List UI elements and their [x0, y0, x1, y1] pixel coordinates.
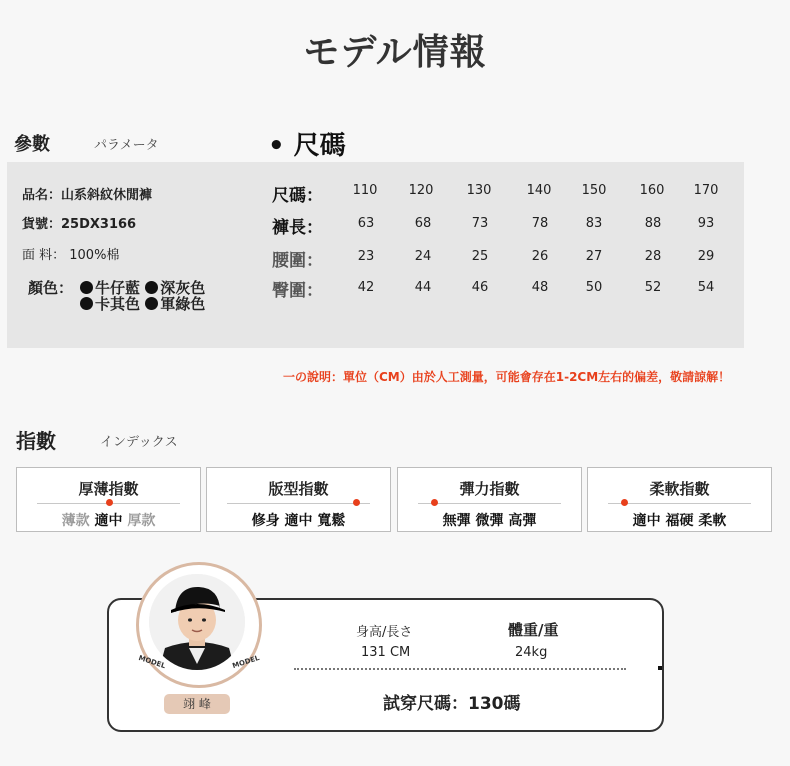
params-subheading: パラメータ	[94, 138, 159, 153]
scale-line	[227, 503, 370, 504]
scale-options	[588, 510, 771, 530]
product-color-label: 顏色：	[28, 279, 74, 297]
scale-option-selected: 適中	[632, 513, 661, 529]
waist-row-label: 腰圍：	[272, 251, 323, 271]
card-title: 柔軟指數	[649, 480, 710, 498]
size-heading: • 尺碼	[268, 131, 346, 161]
elasticity-index-card	[397, 467, 582, 532]
waist-cell: 24	[414, 249, 432, 264]
product-material: 面 料： 100%棉	[22, 248, 120, 263]
hip-cell: 50	[585, 280, 603, 295]
product-item-number: 貨號：25DX3166	[22, 217, 137, 232]
scale-option: 高彈	[508, 513, 537, 529]
hip-cell: 44	[414, 280, 432, 295]
scale-line	[608, 503, 751, 504]
page-title: モデル情報	[303, 32, 487, 73]
waist-cell: 28	[644, 249, 662, 264]
scale-option: 微彈	[475, 513, 504, 529]
scale-option: 柔軟	[698, 513, 727, 529]
measurement-note: 一の說明：單位（CM）由於人工測量，可能會存在1-2CM左右的偏差，敬請諒解！	[283, 370, 731, 384]
model-avatar	[149, 574, 245, 670]
hip-cell: 46	[471, 280, 489, 295]
model-name-badge: 翊 峰	[164, 694, 230, 714]
color-option: 牛仔藍	[95, 279, 141, 297]
model-watermark-left: MODEL	[137, 653, 167, 671]
height-label: 身高/長さ	[356, 625, 413, 640]
length-row-label: 褲長：	[272, 218, 323, 238]
length-cell: 88	[644, 216, 662, 231]
card-title: 版型指數	[268, 480, 329, 498]
scale-option-selected: 寬鬆	[317, 513, 346, 529]
weight-value: 24kg	[515, 645, 548, 660]
size-cell: 170	[693, 183, 719, 198]
color-dot-icon	[145, 297, 158, 310]
scale-marker-icon	[106, 499, 113, 506]
size-row-label: 尺碼：	[272, 186, 323, 206]
card-title: 厚薄指數	[78, 480, 139, 498]
waist-cell: 29	[697, 249, 715, 264]
params-heading: 參數	[14, 134, 50, 155]
scale-option: 福硬	[665, 513, 694, 529]
size-cell: 160	[639, 183, 665, 198]
hip-cell: 54	[697, 280, 715, 295]
hip-cell: 48	[531, 280, 549, 295]
height-value: 131 CM	[361, 645, 411, 660]
color-option: 卡其色	[95, 295, 141, 313]
scale-option-selected: 適中	[94, 513, 123, 529]
color-dot-icon	[80, 297, 93, 310]
index-heading: 指數	[16, 429, 56, 453]
size-cell: 110	[352, 183, 378, 198]
length-cell: 78	[531, 216, 549, 231]
length-cell: 68	[414, 216, 432, 231]
hip-cell: 52	[644, 280, 662, 295]
waist-cell: 27	[585, 249, 603, 264]
index-subheading: インデックス	[100, 435, 178, 450]
size-cell: 140	[526, 183, 552, 198]
waist-cell: 25	[471, 249, 489, 264]
trial-size: 試穿尺碼：130碼	[383, 694, 521, 714]
waist-cell: 26	[531, 249, 549, 264]
scale-option: 厚款	[127, 513, 156, 529]
color-option: 深灰色	[160, 279, 206, 297]
scale-marker-icon	[431, 499, 438, 506]
length-cell: 63	[357, 216, 375, 231]
model-photo-icon	[149, 574, 245, 670]
size-cell: 150	[581, 183, 607, 198]
length-cell: 83	[585, 216, 603, 231]
scale-option: 修身	[251, 513, 280, 529]
scale-options	[207, 510, 390, 530]
softness-index-card	[587, 467, 772, 532]
hip-row-label: 臀圍：	[272, 281, 323, 301]
thickness-index-card	[16, 467, 201, 532]
fit-index-card	[206, 467, 391, 532]
scale-option: 適中	[284, 513, 313, 529]
color-list-row	[80, 293, 205, 314]
length-cell: 73	[471, 216, 489, 231]
scale-option-selected: 無彈	[442, 513, 471, 529]
scale-marker-icon	[621, 499, 628, 506]
scale-line	[418, 503, 561, 504]
hip-cell: 42	[357, 280, 375, 295]
scale-option: 薄款	[61, 513, 90, 529]
length-cell: 93	[697, 216, 715, 231]
color-option: 軍綠色	[160, 295, 206, 313]
model-watermark-right: MODEL	[231, 653, 261, 671]
scale-options	[17, 510, 200, 530]
product-name: 品名：山系斜紋休閒褲	[22, 188, 153, 203]
card-title: 彈力指數	[459, 480, 520, 498]
scale-options	[398, 510, 581, 530]
weight-label: 體重/重	[508, 621, 559, 639]
size-cell: 120	[408, 183, 434, 198]
waist-cell: 23	[357, 249, 375, 264]
divider-end-dot	[658, 666, 662, 670]
dotted-divider	[294, 668, 626, 670]
scale-marker-icon	[353, 499, 360, 506]
size-cell: 130	[466, 183, 492, 198]
